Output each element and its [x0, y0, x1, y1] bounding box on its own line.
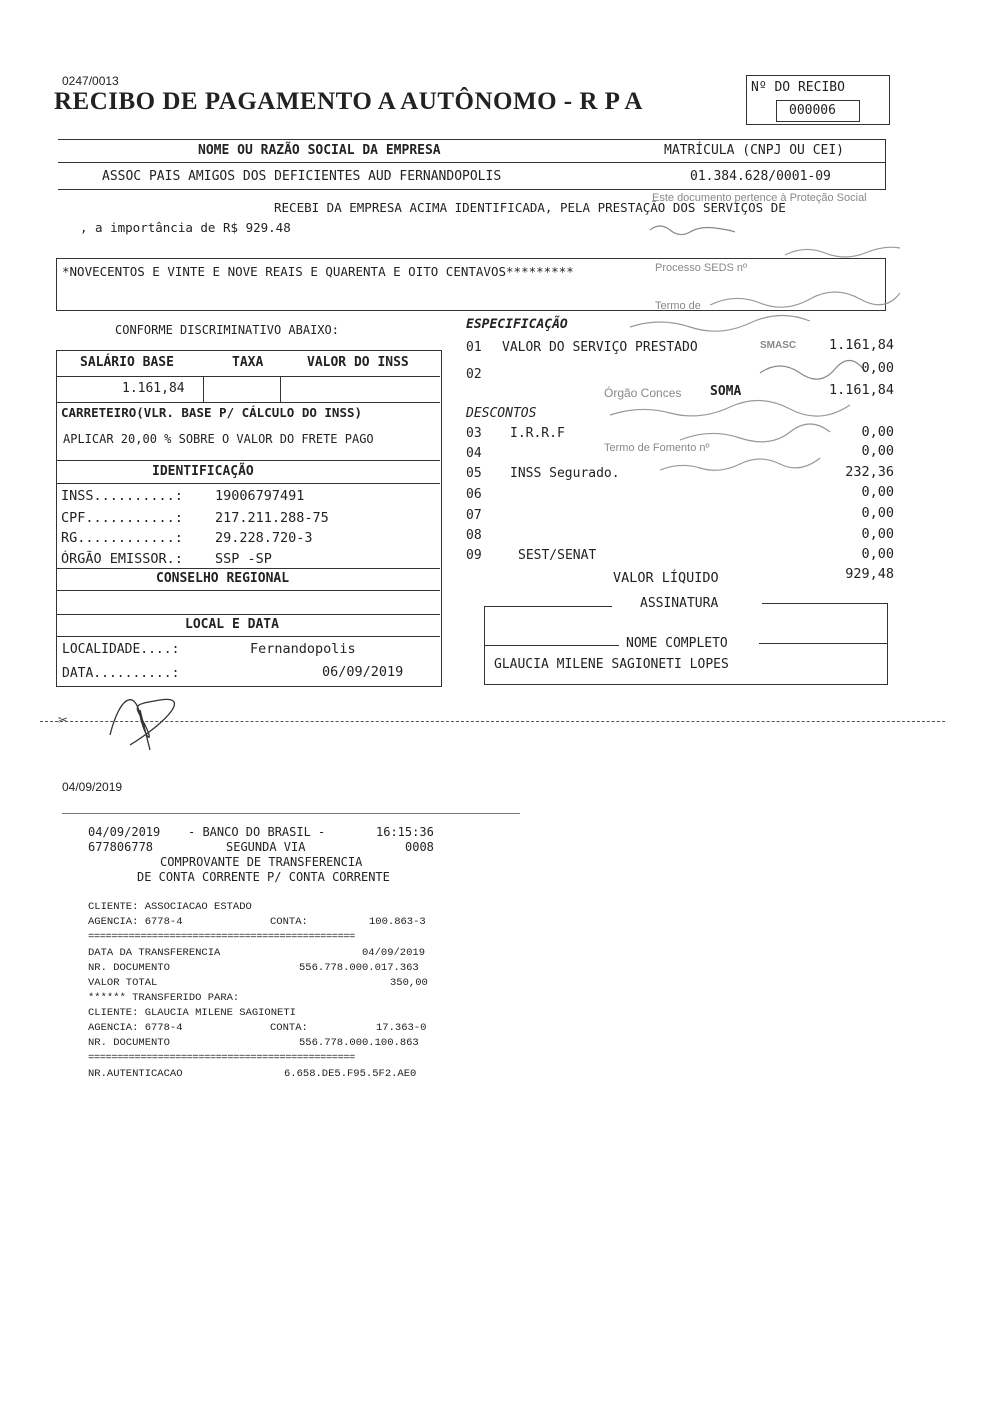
receipt-number: 000006: [789, 103, 836, 118]
divider: [62, 813, 520, 814]
stamp-text: SMASC: [760, 340, 797, 351]
inss-label: INSS..........:: [61, 488, 183, 504]
desc-value: 232,36: [845, 464, 894, 480]
r2-conta: 100.863-3: [369, 916, 426, 928]
r2-cliente2: CLIENTE: GLAUCIA MILENE SAGIONETI: [88, 1007, 296, 1019]
divider: [56, 568, 440, 569]
nome-completo: GLAUCIA MILENE SAGIONETI LOPES: [494, 657, 729, 672]
desc-num: 09: [466, 548, 482, 563]
amount-in-words: *NOVECENTOS E VINTE E NOVE REAIS E QUARENTA E OITO CENTAVOS*********: [62, 264, 574, 279]
col-valor-inss: VALOR DO INSS: [307, 355, 409, 370]
localidade-value: Fernandopolis: [250, 641, 356, 657]
divider: [56, 483, 440, 484]
r2-date: 04/09/2019: [88, 825, 161, 839]
divider: [762, 603, 888, 604]
desc-label: SEST/SENAT: [518, 548, 597, 563]
r2-title: COMPROVANTE DE TRANSFERENCIA: [160, 855, 363, 869]
cpf-label: CPF...........:: [61, 510, 183, 526]
rg-value: 29.228.720-3: [215, 530, 313, 546]
r2-conta2-label: CONTA:: [270, 1022, 308, 1034]
desc-num: 07: [466, 508, 482, 523]
soma-label: SOMA: [710, 384, 742, 399]
soma-value: 1.161,84: [828, 382, 894, 398]
aplicar-text: APLICAR 20,00 % SOBRE O VALOR DO FRETE PAGO: [63, 432, 374, 446]
r2-agencia: AGENCIA: 6778-4: [88, 916, 183, 928]
salario-base-value: 1.161,84: [122, 381, 185, 396]
receipt-amount: , a importância de R$ 929.48: [80, 220, 291, 235]
stamp-text: Este documento pertence à Proteção Social: [652, 192, 867, 204]
desc-value: 0,00: [861, 526, 894, 542]
desc-label: I.R.R.F: [510, 426, 565, 441]
valor-liquido-label: VALOR LÍQUIDO: [613, 570, 719, 586]
divider: [885, 139, 886, 189]
scissors-icon: ✂: [58, 710, 68, 729]
r2-time: 16:15:36: [376, 825, 434, 839]
conforme-label: CONFORME DISCRIMINATIVO ABAIXO:: [115, 323, 339, 337]
page-title: RECIBO DE PAGAMENTO A AUTÔNOMO - R P A: [54, 88, 643, 115]
nome-completo-label: NOME COMPLETO: [626, 636, 728, 651]
identificacao-heading: IDENTIFICAÇÃO: [152, 464, 254, 479]
divider: [56, 402, 440, 403]
desc-num: 08: [466, 528, 482, 543]
company-id: 01.384.628/0001-09: [690, 169, 831, 184]
r2-conta-label: CONTA:: [270, 916, 308, 928]
item-num: 02: [466, 367, 482, 382]
desc-value: 0,00: [861, 443, 894, 459]
r2-bank: - BANCO DO BRASIL -: [188, 825, 326, 839]
data-value: 06/09/2019: [322, 664, 404, 680]
receipt-number-label: Nº DO RECIBO: [751, 80, 845, 95]
cpf-value: 217.211.288-75: [215, 510, 329, 526]
item-num: 01: [466, 340, 482, 355]
desc-num: 04: [466, 446, 482, 461]
company-id-label: MATRÍCULA (CNPJ OU CEI): [664, 143, 845, 158]
r2-nr2-value: 556.778.000.100.863: [299, 1037, 419, 1049]
desc-value: 0,00: [861, 505, 894, 521]
divider: [280, 376, 281, 402]
r2-nr1-value: 556.778.000.017.363: [299, 962, 419, 974]
conselho-heading: CONSELHO REGIONAL: [156, 571, 290, 586]
divider: [56, 636, 440, 637]
especificacao-heading: ESPECIFICAÇÃO: [466, 317, 568, 332]
carreteiro-label: CARRETEIRO(VLR. BASE P/ CÁLCULO DO INSS): [61, 405, 363, 420]
doc-code: 0247/0013: [62, 74, 119, 88]
stamp-text: Órgão Conces: [604, 386, 682, 400]
desc-num: 06: [466, 487, 482, 502]
inss-value: 19006797491: [215, 488, 305, 504]
r2-separator: ==============================================: [88, 931, 355, 943]
divider: [759, 643, 887, 644]
divider: [203, 376, 204, 402]
r2-dt-label: DATA DA TRANSFERENCIA: [88, 947, 221, 959]
r2-agencia2: AGENCIA: 6778-4: [88, 1022, 183, 1034]
divider: [58, 139, 886, 140]
local-data-heading: LOCAL E DATA: [185, 617, 279, 632]
divider: [56, 614, 440, 615]
localidade-label: LOCALIDADE....:: [62, 642, 180, 657]
stamp-text: Processo SEDS nº: [655, 262, 748, 274]
r2-via: SEGUNDA VIA: [226, 840, 306, 854]
company-name-label: NOME OU RAZÃO SOCIAL DA EMPRESA: [198, 143, 441, 158]
r2-separator: ==============================================: [88, 1052, 355, 1064]
r2-nr2-label: NR. DOCUMENTO: [88, 1037, 170, 1049]
item-value: 0,00: [861, 360, 894, 376]
company-name: ASSOC PAIS AMIGOS DOS DEFICIENTES AUD FERNANDOPOLIS: [102, 169, 502, 184]
divider: [484, 684, 888, 685]
divider: [58, 189, 886, 190]
divider: [56, 376, 440, 377]
divider: [56, 258, 57, 310]
signature: [100, 685, 180, 755]
valor-liquido: 929,48: [845, 566, 894, 582]
rg-label: RG............:: [61, 530, 183, 546]
divider: [484, 645, 619, 646]
col-taxa: TAXA: [232, 355, 264, 370]
divider: [887, 603, 888, 684]
desc-label: INSS Segurado.: [510, 466, 620, 481]
stamp-text: Termo de Fomento nº: [604, 442, 710, 454]
divider: [56, 590, 440, 591]
orgao-label: ÓRGÃO EMISSOR.:: [61, 551, 183, 567]
divider: [56, 460, 440, 461]
r2-aut-label: NR.AUTENTICACAO: [88, 1068, 183, 1080]
orgao-value: SSP -SP: [215, 551, 272, 567]
desc-value: 0,00: [861, 546, 894, 562]
r2-subtitle: DE CONTA CORRENTE P/ CONTA CORRENTE: [137, 870, 390, 884]
desc-value: 0,00: [861, 484, 894, 500]
r2-aut-value: 6.658.DE5.F95.5F2.AE0: [284, 1068, 417, 1080]
desc-num: 03: [466, 426, 482, 441]
divider: [484, 606, 612, 607]
r2-transferido: ****** TRANSFERIDO PARA:: [88, 992, 240, 1004]
descontos-heading: DESCONTOS: [466, 406, 537, 421]
r2-conta2: 17.363-0: [376, 1022, 427, 1034]
item-label: VALOR DO SERVIÇO PRESTADO: [502, 340, 698, 355]
assinatura-label: ASSINATURA: [640, 596, 719, 611]
r2-dt-value: 04/09/2019: [362, 947, 426, 959]
r2-cliente: CLIENTE: ASSOCIACAO ESTADO: [88, 901, 252, 913]
r2-seq: 0008: [405, 840, 434, 854]
r2-id: 677806778: [88, 840, 154, 854]
item-value: 1.161,84: [828, 337, 894, 353]
data-label: DATA..........:: [62, 666, 180, 681]
receipt2-date: 04/09/2019: [62, 780, 123, 794]
r2-nr1-label: NR. DOCUMENTO: [88, 962, 170, 974]
desc-num: 05: [466, 466, 482, 481]
desc-value: 0,00: [861, 424, 894, 440]
col-salario-base: SALÁRIO BASE: [80, 355, 174, 370]
r2-vt-label: VALOR TOTAL: [88, 977, 158, 989]
divider: [58, 162, 886, 163]
stamp-text: Termo de: [655, 300, 701, 312]
receipt-statement: RECEBI DA EMPRESA ACIMA IDENTIFICADA, PELA PRESTAÇÃO DOS SERVIÇOS DE: [274, 200, 786, 215]
r2-vt-value: 350,00: [390, 977, 428, 989]
